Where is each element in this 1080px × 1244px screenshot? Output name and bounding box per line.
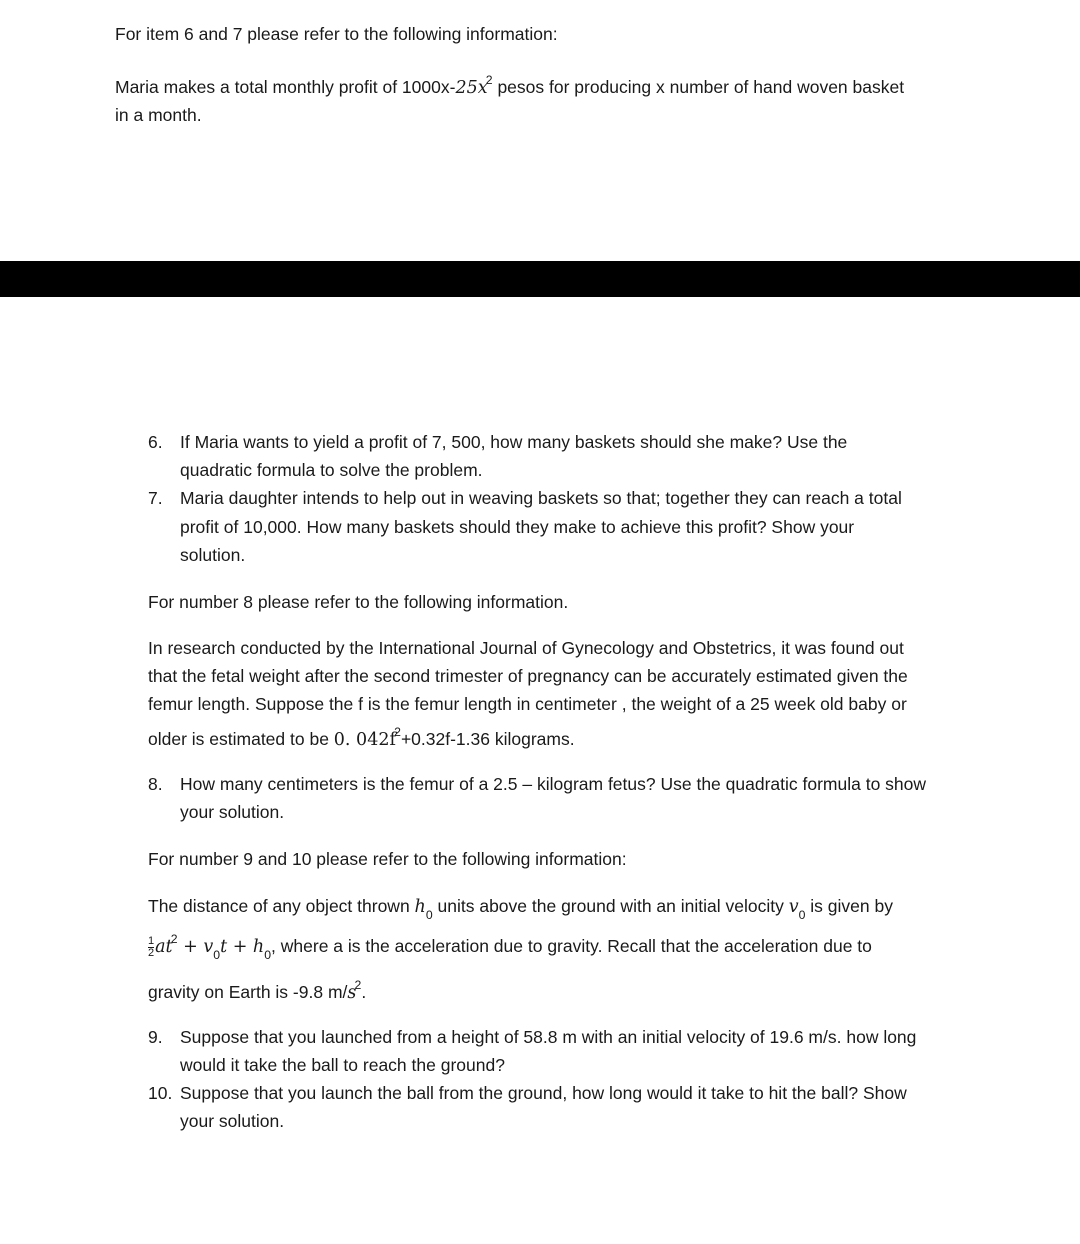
text-segment: older is estimated to be <box>148 729 334 749</box>
question-9 <box>148 1027 916 1048</box>
profit-formula-paragraph <box>115 72 905 98</box>
subscript: 0 <box>213 947 221 962</box>
question-8 <box>148 774 926 795</box>
question-8-line2: your solution. <box>180 802 285 822</box>
text-segment: pesos for producing x number of hand woven basket <box>492 77 905 97</box>
subscript: 0 <box>264 947 272 962</box>
distance-formula-line <box>148 931 872 962</box>
research-paragraph-line3: femur length. Suppose the f is the femur length in centimeter , the weight of a 25 week old baby or <box>148 694 907 714</box>
question-6-line2: quadratic formula to solve the problem. <box>180 460 483 480</box>
question-text: If Maria wants to yield a profit of 7, 500, how many baskets should she make? Use the <box>180 432 848 452</box>
fraction-denominator: 2 <box>148 947 155 959</box>
text-segment: units above the ground with an initial velocity <box>432 896 789 916</box>
math-plus-v: + v <box>177 937 214 958</box>
research-paragraph-line4 <box>148 724 575 750</box>
question-6 <box>148 432 847 453</box>
question-number: 6. <box>148 432 163 452</box>
question-10-line2: your solution. <box>180 1111 285 1131</box>
black-bar <box>0 261 1080 297</box>
exponent: 2 <box>170 931 178 946</box>
question-text: Suppose that you launch the ball from the ground, how long would it take to hit the ball? Show <box>180 1083 907 1103</box>
text-segment: is given by <box>805 896 893 916</box>
subscript: 0 <box>425 907 433 922</box>
math-s: s <box>347 983 357 1003</box>
text-segment: The distance of any object thrown <box>148 896 415 916</box>
question-9-line2: would it take the ball to reach the ground? <box>180 1055 505 1075</box>
fraction-numerator: 1 <box>148 935 155 947</box>
question-number: 10. <box>148 1083 173 1103</box>
section-heading-number-9-10: For number 9 and 10 please refer to the following information: <box>148 849 627 869</box>
gravity-line <box>148 977 367 1003</box>
question-text: Maria daughter intends to help out in weaving baskets so that; together they can reach a total <box>180 488 902 508</box>
question-number: 9. <box>148 1027 163 1047</box>
math-t-h: t + h <box>220 937 265 958</box>
exponent: 2 <box>485 72 493 87</box>
question-10 <box>148 1083 907 1104</box>
math-v: v <box>788 897 799 917</box>
question-text: Suppose that you launched from a height of 58.8 m with an initial velocity of 19.6 m/s. how long <box>180 1027 917 1047</box>
question-number: 7. <box>148 488 163 508</box>
section-heading-number-8: For number 8 please refer to the following information. <box>148 592 569 612</box>
profit-paragraph-line2: in a month. <box>115 105 202 125</box>
text-segment: where a is the acceleration due to gravity. Recall that the acceleration due to <box>275 936 872 957</box>
comma: , <box>271 936 276 957</box>
math-term: 0. 042f <box>333 730 396 750</box>
math-at: at <box>155 937 173 958</box>
fraction-one-half <box>148 936 154 959</box>
research-paragraph-line1: In research conducted by the International Journal of Gynecology and Obstetrics, it was found out <box>148 638 904 658</box>
distance-paragraph-line1 <box>148 896 893 922</box>
exponent: 2 <box>394 724 401 739</box>
subscript: 0 <box>798 907 806 922</box>
research-paragraph-line2: that the fetal weight after the second trimester of pregnancy can be accurately estimated given the <box>148 666 908 686</box>
question-text: How many centimeters is the femur of a 2.5 – kilogram fetus? Use the quadratic formula to show <box>180 774 927 794</box>
text-segment: Maria makes a total monthly profit of 1000x- <box>115 77 456 97</box>
question-7-line3: solution. <box>180 545 246 565</box>
exponent: 2 <box>354 977 362 992</box>
text-segment: +0.32f-1.36 kilograms. <box>400 729 575 749</box>
text-segment: . <box>361 982 367 1002</box>
question-7 <box>148 488 902 509</box>
text-segment: gravity on Earth is -9.8 m/ <box>148 982 348 1002</box>
section-heading-items-6-7: For item 6 and 7 please refer to the following information: <box>115 24 558 44</box>
math-h: h <box>414 897 426 917</box>
math-term: 25x <box>455 78 488 98</box>
question-number: 8. <box>148 774 163 794</box>
question-7-line2: profit of 10,000. How many baskets should they make to achieve this profit? Show your <box>180 517 855 537</box>
